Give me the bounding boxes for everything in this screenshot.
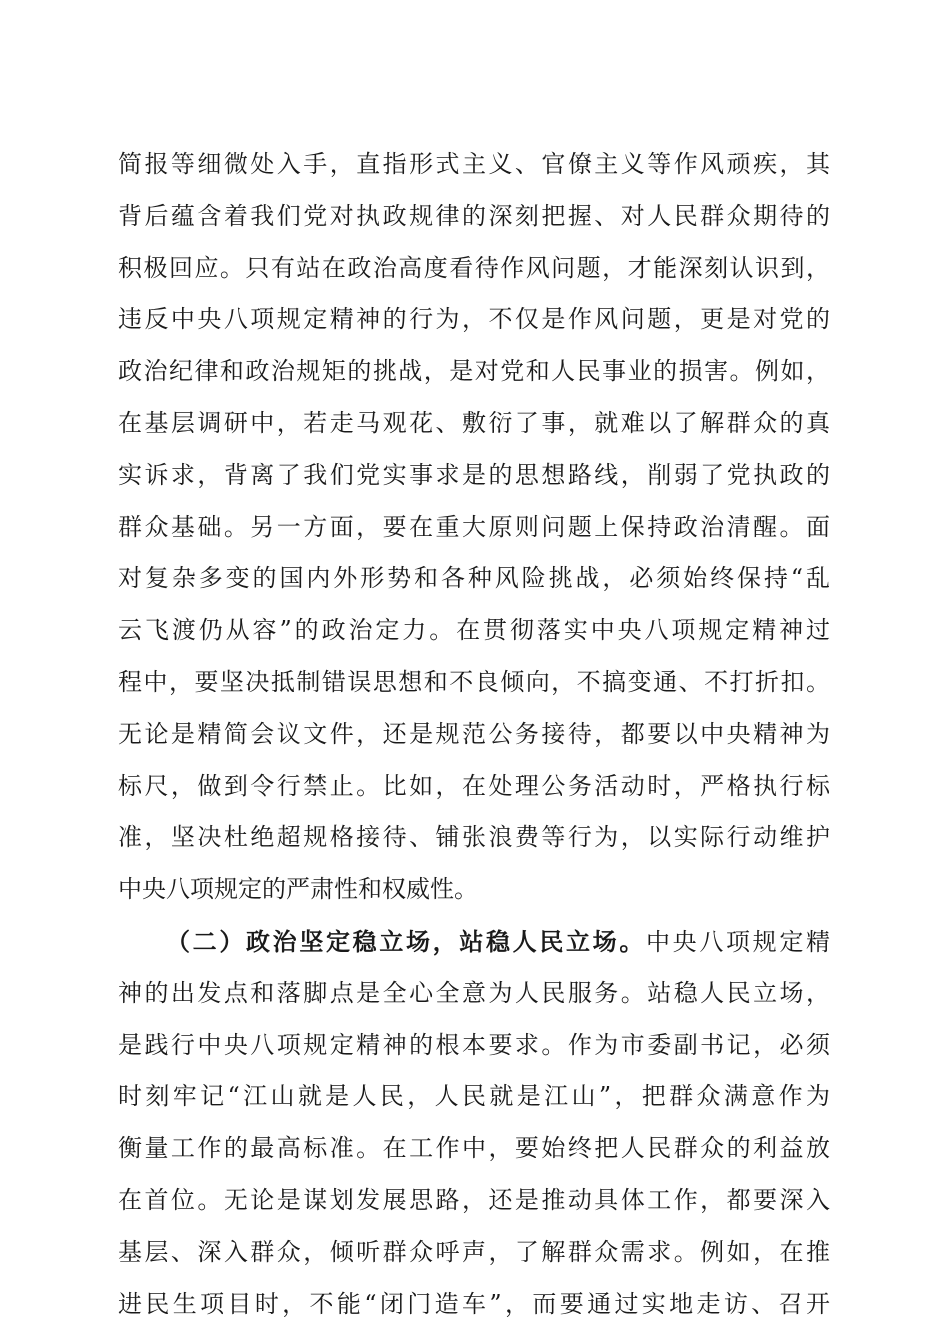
- body-line: 进民生项目时，不能“闭门造车”，而要通过实地走访、召开: [118, 1289, 830, 1318]
- body-line: 积极回应。只有站在政治高度看待作风问题，才能深刻认识到，: [118, 253, 830, 282]
- body-line: 是践行中央八项规定精神的根本要求。作为市委副书记，必须: [118, 1030, 830, 1059]
- body-line: 标尺，做到令行禁止。比如，在处理公务活动时，严格执行标: [118, 771, 830, 800]
- section-heading-rest: 中央八项规定精: [646, 927, 830, 956]
- section-heading-line: [118, 916, 830, 968]
- body-line: 政治纪律和政治规矩的挑战，是对党和人民事业的损害。例如，: [118, 357, 830, 386]
- body-line: 违反中央八项规定精神的行为，不仅是作风问题，更是对党的: [118, 305, 830, 334]
- body-line: 在基层调研中，若走马观花、敷衍了事，就难以了解群众的真: [118, 408, 830, 437]
- body-line: 基层、深入群众，倾听群众呼声，了解群众需求。例如，在推: [118, 1237, 830, 1266]
- body-line: 中央八项规定的严肃性和权威性。: [118, 875, 478, 904]
- body-line: 云飞渡仍从容”的政治定力。在贯彻落实中央八项规定精神过: [118, 616, 830, 645]
- body-line: 时刻牢记“江山就是人民，人民就是江山”，把群众满意作为: [118, 1082, 830, 1111]
- body-line: 对复杂多变的国内外形势和各种风险挑战，必须始终保持“乱: [118, 564, 830, 593]
- body-line: 简报等细微处入手，直指形式主义、官僚主义等作风顽疾，其: [118, 150, 830, 178]
- body-line: 准，坚决杜绝超规格接待、铺张浪费等行为，以实际行动维护: [118, 823, 830, 852]
- body-line: 实诉求，背离了我们党实事求是的思想路线，削弱了党执政的: [118, 460, 830, 489]
- document-body: [118, 139, 830, 1330]
- body-line: 背后蕴含着我们党对执政规律的深刻把握、对人民群众期待的: [118, 201, 830, 230]
- body-line: 神的出发点和落脚点是全心全意为人民服务。站稳人民立场，: [118, 978, 830, 1007]
- section-heading: （二）政治坚定稳立场，站稳人民立场。: [166, 926, 646, 956]
- body-line: 衡量工作的最高标准。在工作中，要始终把人民群众的利益放: [118, 1134, 830, 1163]
- body-line: 程中，要坚决抵制错误思想和不良倾向，不搞变通、不打折扣。: [118, 667, 830, 696]
- body-line: 无论是精简会议文件，还是规范公务接待，都要以中央精神为: [118, 719, 830, 748]
- body-line: 群众基础。另一方面，要在重大原则问题上保持政治清醒。面: [118, 512, 830, 541]
- body-line: 在首位。无论是谋划发展思路，还是推动具体工作，都要深入: [118, 1185, 830, 1214]
